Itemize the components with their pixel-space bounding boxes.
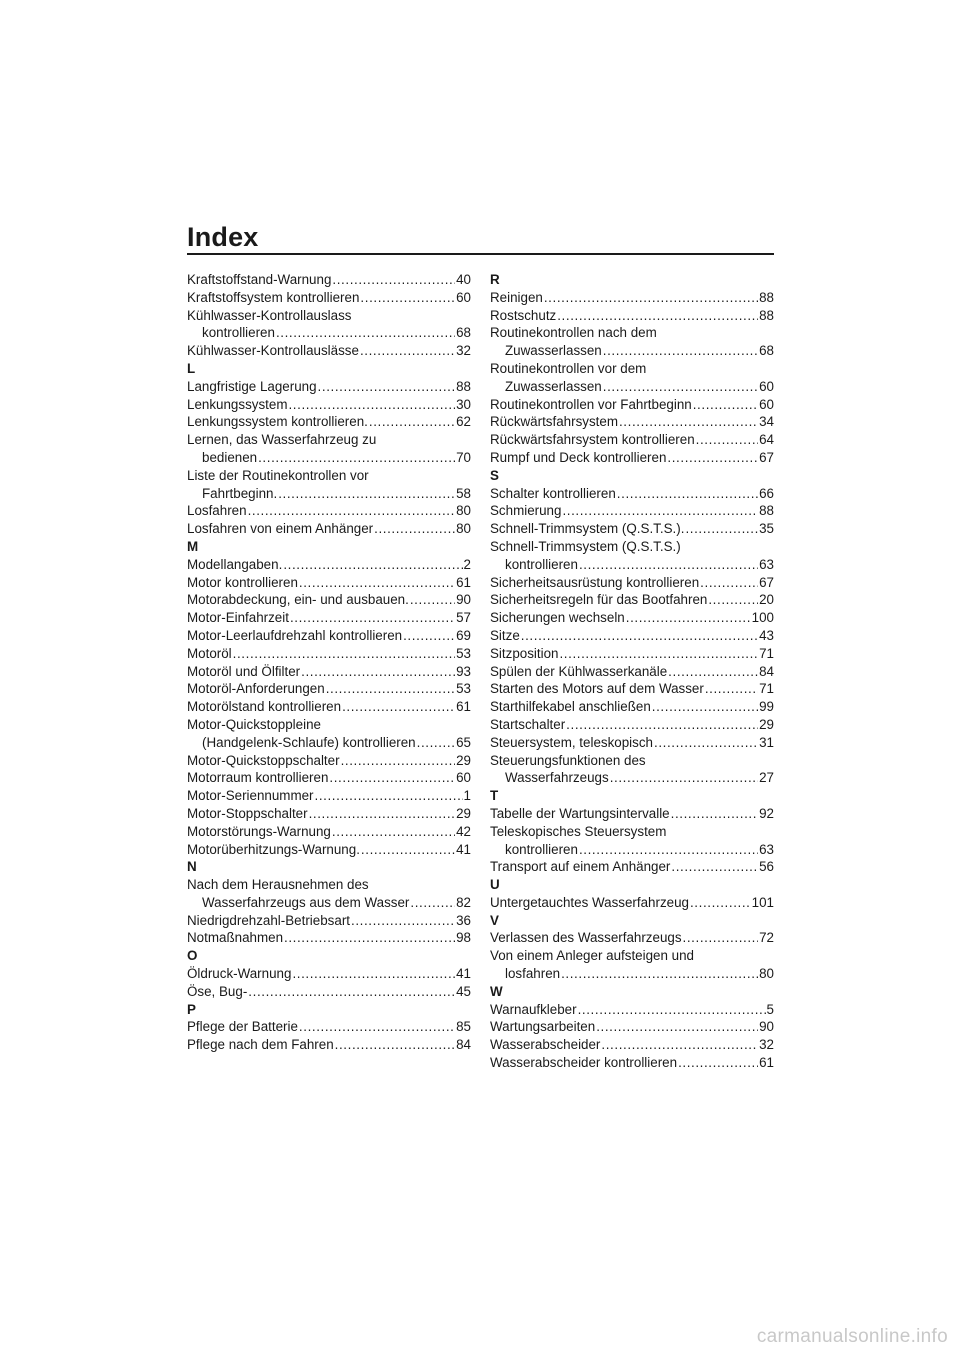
- title-divider: [187, 253, 774, 255]
- index-entry-text: Rumpf und Deck kontrollieren: [490, 449, 667, 465]
- index-page-number: 93: [456, 663, 471, 679]
- index-entry-text: Schnell-Trimmsystem (Q.S.T.S.): [490, 538, 681, 554]
- index-page-number: 2: [463, 556, 471, 572]
- index-page-number: 101: [751, 894, 774, 910]
- dot-leader: [301, 663, 455, 681]
- dot-leader: [374, 520, 455, 538]
- index-entry: [490, 591, 774, 609]
- dot-leader: [258, 449, 455, 467]
- dot-leader: [276, 324, 455, 342]
- dot-leader: [671, 805, 758, 823]
- index-entry-text: Motorabdeckung, ein- und ausbauen.: [187, 592, 409, 608]
- index-entry-text: Sitzposition: [490, 645, 559, 661]
- index-page-number: 60: [759, 396, 774, 412]
- index-entry: [187, 805, 471, 823]
- index-entry-text: Steuersystem, teleskopisch: [490, 734, 653, 750]
- index-letter-heading: R: [490, 272, 500, 287]
- dot-leader: [284, 929, 455, 947]
- index-entry-text: Kraftstoffstand-Warnung: [187, 272, 332, 287]
- dot-leader: [278, 485, 455, 503]
- index-page-number: 80: [456, 521, 471, 537]
- index-entry-text: Nach dem Herausnehmen des: [187, 877, 369, 893]
- dot-leader: [610, 769, 758, 787]
- index-entry: [187, 912, 471, 930]
- index-page-number: 58: [456, 485, 471, 501]
- index-page-number: 35: [759, 521, 774, 537]
- index-entry-text: Steuerungsfunktionen des: [490, 752, 646, 768]
- dot-leader: [410, 591, 455, 609]
- page-title: Index: [187, 222, 259, 252]
- index-entry-text: Verlassen des Wasserfahrzeugs: [490, 930, 682, 946]
- index-entry-text: (Handgelenk-Schlaufe) kontrollieren: [202, 734, 416, 750]
- index-entry-text: Motor-Quickstoppleine: [187, 716, 321, 732]
- index-entry: [490, 1018, 774, 1036]
- index-entry: [490, 324, 774, 360]
- dot-leader: [652, 698, 758, 716]
- dot-leader: [309, 805, 456, 823]
- dot-leader: [283, 556, 462, 574]
- dot-leader: [318, 378, 456, 396]
- index-page-number: 56: [759, 859, 774, 875]
- dot-leader: [290, 609, 455, 627]
- index-entry: [490, 752, 774, 788]
- dot-leader: [579, 841, 758, 859]
- index-entry: [490, 716, 774, 734]
- index-page-number: 29: [759, 716, 774, 732]
- index-page-number: 42: [456, 823, 471, 839]
- index-entry-text: Spülen der Kühlwasserkanäle: [490, 663, 668, 679]
- index-entry: [187, 467, 471, 503]
- dot-leader: [678, 1054, 758, 1072]
- index-entry-text: Motorstörungs-Warnung: [187, 823, 331, 839]
- dot-leader: [708, 591, 758, 609]
- index-entry-text: Motor-Leerlaufdrehzahl kontrollieren: [187, 627, 403, 643]
- index-entry-text: Niedrigdrehzahl-Betriebsart: [187, 912, 350, 928]
- dot-leader: [561, 965, 758, 983]
- index-entry: [187, 396, 471, 414]
- index-letter-heading: M: [187, 538, 199, 554]
- index-page-number: 62: [456, 414, 471, 430]
- index-entry: [187, 787, 471, 805]
- index-entry: [187, 663, 471, 681]
- index-page-number: 61: [759, 1055, 774, 1071]
- index-page-number: 99: [759, 699, 774, 715]
- index-entry: [490, 858, 774, 876]
- index-entry: [187, 680, 471, 698]
- index-page-number: 67: [759, 574, 774, 590]
- index-entry-text: Motorraum kontrollieren: [187, 770, 329, 786]
- index-page-number: 30: [456, 396, 471, 412]
- index-page-number: 88: [759, 289, 774, 305]
- dot-leader: [292, 965, 455, 983]
- index-entry: [187, 823, 471, 841]
- index-letter-heading: V: [490, 912, 499, 928]
- dot-leader: [332, 271, 455, 289]
- index-page-number: 84: [456, 1037, 471, 1053]
- index-entry-text: Schmierung: [490, 503, 562, 519]
- index-entry: [187, 378, 471, 396]
- index-entry: [187, 502, 471, 520]
- dot-leader: [326, 680, 455, 698]
- dot-leader: [544, 289, 758, 307]
- index-entry-text: Motorölstand kontrollieren: [187, 699, 342, 715]
- dot-leader: [403, 627, 455, 645]
- index-entry: [490, 307, 774, 325]
- dot-leader: [233, 645, 455, 663]
- index-page-number: 90: [759, 1019, 774, 1035]
- index-page-number: 63: [759, 556, 774, 572]
- index-entry-text: Wasserfahrzeugs: [505, 770, 609, 786]
- dot-leader: [700, 574, 758, 592]
- index-entry: [490, 805, 774, 823]
- index-entry: [187, 716, 471, 752]
- index-entry: [490, 396, 774, 414]
- index-page-number: 1: [463, 788, 471, 804]
- index-entry-text: Warnaufkleber: [490, 1001, 577, 1017]
- dot-leader: [596, 1018, 758, 1036]
- index-page-number: 82: [456, 894, 471, 910]
- index-entry-text: Motoröl: [187, 645, 232, 661]
- index-entry-text: Rückwärtsfahrsystem kontrollieren: [490, 432, 695, 448]
- index-page-number: 80: [456, 503, 471, 519]
- index-page-number: 92: [759, 805, 774, 821]
- dot-leader: [685, 520, 758, 538]
- index-entry-text: Routinekontrollen nach dem: [490, 325, 657, 341]
- index-entry-text: Schnell-Trimmsystem (Q.S.T.S.).: [490, 521, 685, 537]
- index-entry-text: Lernen, das Wasserfahrzeug zu: [187, 432, 377, 448]
- index-entry-text: Liste der Routinekontrollen vor: [187, 467, 369, 483]
- dot-leader: [705, 680, 758, 698]
- index-page-number: 20: [759, 592, 774, 608]
- index-letter-heading: O: [187, 948, 198, 964]
- dot-leader: [360, 289, 455, 307]
- index-entry-text: Motor-Seriennummer: [187, 788, 314, 804]
- index-entry: [187, 983, 471, 1001]
- dot-leader: [329, 769, 455, 787]
- index-page-number: 29: [456, 752, 471, 768]
- index-page-number: 71: [759, 681, 774, 697]
- index-entry-text: Zuwasserlassen: [505, 343, 602, 359]
- dot-leader: [521, 627, 758, 645]
- index-entry: [187, 520, 471, 538]
- index-entry: [490, 289, 774, 307]
- dot-leader: [603, 378, 758, 396]
- index-entry-text: Wasserabscheider kontrollieren: [490, 1055, 678, 1071]
- index-entry-text: Kühlwasser-Kontrollauslass: [187, 307, 352, 323]
- index-column-left: [187, 271, 471, 1054]
- index-page-number: 98: [456, 930, 471, 946]
- index-entry: [490, 413, 774, 431]
- index-entry: [187, 929, 471, 947]
- index-page-number: 66: [759, 485, 774, 501]
- index-entry-text: Sicherheitsregeln für das Bootfahren: [490, 592, 708, 608]
- index-entry: [490, 823, 774, 859]
- index-page-number: 90: [456, 592, 471, 608]
- dot-leader: [332, 823, 455, 841]
- index-page-number: 41: [456, 841, 471, 857]
- index-entry-text: Motor-Einfahrzeit: [187, 610, 289, 626]
- index-page-number: 88: [759, 307, 774, 323]
- index-entry: [187, 591, 471, 609]
- dot-leader: [559, 645, 758, 663]
- index-column-right: [490, 271, 774, 1072]
- index-entry: [187, 342, 471, 360]
- index-page-number: 27: [759, 770, 774, 786]
- index-page-number: 29: [456, 805, 471, 821]
- index-entry: [490, 485, 774, 503]
- index-entry: [490, 663, 774, 681]
- index-page-number: 32: [456, 343, 471, 359]
- dot-leader: [248, 502, 456, 520]
- index-entry: [490, 360, 774, 396]
- index-page-number: 67: [759, 449, 774, 465]
- index-entry-text: Routinekontrollen vor dem: [490, 360, 647, 376]
- index-entry: [187, 841, 471, 859]
- index-entry: [490, 609, 774, 627]
- index-entry: [490, 1001, 774, 1019]
- dot-leader: [626, 609, 751, 627]
- index-entry-text: Teleskopisches Steuersystem: [490, 823, 667, 839]
- index-entry-text: Langfristige Lagerung: [187, 378, 317, 394]
- index-entry-text: bedienen: [202, 449, 258, 465]
- index-page-number: 53: [456, 681, 471, 697]
- index-entry: [490, 627, 774, 645]
- dot-leader: [617, 485, 758, 503]
- index-page-number: 36: [456, 912, 471, 928]
- index-letter-heading: N: [187, 859, 197, 875]
- dot-leader: [410, 894, 455, 912]
- index-entry: [187, 609, 471, 627]
- index-page-number: 32: [759, 1037, 774, 1053]
- index-entry: [490, 680, 774, 698]
- index-entry: [187, 1036, 471, 1054]
- dot-leader: [566, 716, 758, 734]
- dot-leader: [579, 556, 758, 574]
- index-entry: [490, 449, 774, 467]
- index-entry: [187, 1018, 471, 1036]
- index-entry: [187, 289, 471, 307]
- index-entry-text: Motor-Stoppschalter: [187, 805, 308, 821]
- dot-leader: [342, 698, 455, 716]
- index-page-number: 5: [766, 1001, 774, 1017]
- index-entry-text: Fahrtbeginn.: [202, 485, 278, 501]
- index-entry-text: Pflege nach dem Fahren: [187, 1037, 334, 1053]
- dot-leader: [683, 929, 759, 947]
- index-entry-text: Schalter kontrollieren: [490, 485, 616, 501]
- index-entry: [187, 752, 471, 770]
- index-entry: [490, 947, 774, 983]
- index-entry-text: Modellangaben.: [187, 556, 283, 572]
- dot-leader: [288, 396, 455, 414]
- index-entry-text: Wartungsarbeiten: [490, 1019, 596, 1035]
- index-page-number: 68: [456, 325, 471, 341]
- index-page-number: 63: [759, 841, 774, 857]
- index-entry-text: Rückwärtsfahrsystem: [490, 414, 618, 430]
- index-entry-text: Starthilfekabel anschließen: [490, 699, 651, 715]
- index-entry-text: Lenkungssystem kontrollieren.: [187, 414, 368, 430]
- index-page-number: 70: [456, 449, 471, 465]
- index-entry-text: kontrollieren: [505, 841, 578, 857]
- index-page-number: 31: [759, 734, 774, 750]
- index-entry-text: Öse, Bug-: [187, 983, 248, 999]
- index-page-number: 40: [456, 272, 471, 287]
- dot-leader: [696, 431, 758, 449]
- index-entry-text: Rostschutz: [490, 307, 557, 323]
- index-page-number: 45: [456, 983, 471, 999]
- dot-leader: [668, 663, 758, 681]
- index-page-number: 61: [456, 574, 471, 590]
- index-entry-text: Sitze: [490, 627, 520, 643]
- index-entry: [187, 965, 471, 983]
- index-entry: [490, 1036, 774, 1054]
- index-entry: [490, 734, 774, 752]
- index-entry: [187, 271, 471, 289]
- index-letter-heading: W: [490, 983, 503, 999]
- index-entry-text: Untergetauchtes Wasserfahrzeug: [490, 894, 689, 910]
- dot-leader: [360, 342, 455, 360]
- dot-leader: [351, 912, 455, 930]
- index-entry: [490, 894, 774, 912]
- index-entry-text: Motoröl-Anforderungen: [187, 681, 325, 697]
- index-page-number: 65: [456, 734, 471, 750]
- index-entry-text: Transport auf einem Anhänger: [490, 859, 671, 875]
- dot-leader: [369, 413, 455, 431]
- index-entry: [187, 769, 471, 787]
- index-letter-heading: S: [490, 467, 499, 483]
- index-entry-text: Wasserabscheider: [490, 1037, 601, 1053]
- index-page-number: 71: [759, 645, 774, 661]
- index-entry-text: Sicherheitsausrüstung kontrollieren: [490, 574, 700, 590]
- dot-leader: [601, 1036, 758, 1054]
- index-page-number: 43: [759, 627, 774, 643]
- dot-leader: [619, 413, 758, 431]
- dot-leader: [667, 449, 758, 467]
- index-entry-text: Zuwasserlassen: [505, 378, 602, 394]
- index-page-number: 57: [456, 610, 471, 626]
- index-entry: [187, 413, 471, 431]
- index-entry: [187, 431, 471, 467]
- index-entry-text: kontrollieren: [202, 325, 275, 341]
- index-entry: [490, 538, 774, 574]
- index-entry-text: Startschalter: [490, 716, 566, 732]
- index-page-number: 88: [456, 378, 471, 394]
- dot-leader: [335, 1036, 455, 1054]
- index-entry-text: kontrollieren: [505, 556, 578, 572]
- index-entry: [187, 627, 471, 645]
- index-entry: [490, 929, 774, 947]
- dot-leader: [417, 734, 455, 752]
- index-page-number: 69: [456, 627, 471, 643]
- index-letter-heading: T: [490, 788, 499, 804]
- index-entry-text: Losfahren von einem Anhänger: [187, 521, 374, 537]
- dot-leader: [690, 894, 751, 912]
- watermark: carmanualsonline.info: [756, 1326, 948, 1347]
- index-letter-heading: U: [490, 877, 500, 893]
- dot-leader: [299, 574, 455, 592]
- index-page-number: 61: [456, 699, 471, 715]
- dot-leader: [693, 396, 758, 414]
- dot-leader: [361, 841, 455, 859]
- index-entry-text: Kraftstoffsystem kontrollieren: [187, 289, 360, 305]
- index-entry-text: losfahren: [505, 966, 561, 982]
- dot-leader: [654, 734, 758, 752]
- index-entry: [187, 307, 471, 343]
- index-entry: [490, 1054, 774, 1072]
- dot-leader: [578, 1001, 766, 1019]
- index-page-number: 84: [759, 663, 774, 679]
- index-page-number: 60: [456, 770, 471, 786]
- dot-leader: [248, 983, 455, 1001]
- index-entry: [490, 698, 774, 716]
- index-page-number: 60: [759, 378, 774, 394]
- index-page-number: 64: [759, 432, 774, 448]
- index-entry: [187, 574, 471, 592]
- index-entry: [187, 645, 471, 663]
- index-entry-text: Motor kontrollieren: [187, 574, 298, 590]
- index-entry-text: Kühlwasser-Kontrollauslässe: [187, 343, 359, 359]
- index-page-number: 60: [456, 289, 471, 305]
- index-page-number: 85: [456, 1019, 471, 1035]
- index-letter-heading: L: [187, 360, 196, 376]
- dot-leader: [603, 342, 758, 360]
- index-entry-text: Starten des Motors auf dem Wasser: [490, 681, 704, 697]
- index-entry: [490, 431, 774, 449]
- index-entry: [187, 876, 471, 912]
- dot-leader: [341, 752, 456, 770]
- index-letter-heading: P: [187, 1001, 196, 1017]
- index-entry: [187, 698, 471, 716]
- index-entry-text: Motorüberhitzungs-Warnung.: [187, 841, 360, 857]
- index-entry-text: Losfahren: [187, 503, 247, 519]
- index-entry-text: Notmaßnahmen: [187, 930, 284, 946]
- dot-leader: [299, 1018, 455, 1036]
- index-page-number: 41: [456, 966, 471, 982]
- index-entry-text: Sicherungen wechseln: [490, 610, 625, 626]
- index-page-number: 53: [456, 645, 471, 661]
- index-entry-text: Reinigen: [490, 289, 543, 305]
- index-page-number: 88: [759, 503, 774, 519]
- index-page-number: 80: [759, 966, 774, 982]
- index-entry: [187, 556, 471, 574]
- index-entry-text: Lenkungssystem: [187, 396, 288, 412]
- index-entry-text: Wasserfahrzeugs aus dem Wasser: [202, 894, 410, 910]
- dot-leader: [557, 307, 758, 325]
- dot-leader: [671, 858, 758, 876]
- index-entry-text: Motoröl und Ölfilter: [187, 663, 301, 679]
- dot-leader: [562, 502, 758, 520]
- index-entry-text: Tabelle der Wartungsintervalle: [490, 805, 670, 821]
- index-entry-text: Öldruck-Warnung: [187, 966, 292, 982]
- index-entry: [490, 645, 774, 663]
- index-entry-text: Motor-Quickstoppschalter: [187, 752, 340, 768]
- index-page-number: 100: [751, 610, 774, 626]
- index-entry: [490, 574, 774, 592]
- index-page-number: 72: [759, 930, 774, 946]
- index-entry-text: Pflege der Batterie: [187, 1019, 298, 1035]
- index-entry: [490, 520, 774, 538]
- index-page-number: 34: [759, 414, 774, 430]
- index-entry: [490, 502, 774, 520]
- dot-leader: [315, 787, 463, 805]
- index-entry-text: Routinekontrollen vor Fahrtbeginn: [490, 396, 692, 412]
- index-entry-text: Von einem Anleger aufsteigen und: [490, 948, 694, 964]
- index-page-number: 68: [759, 343, 774, 359]
